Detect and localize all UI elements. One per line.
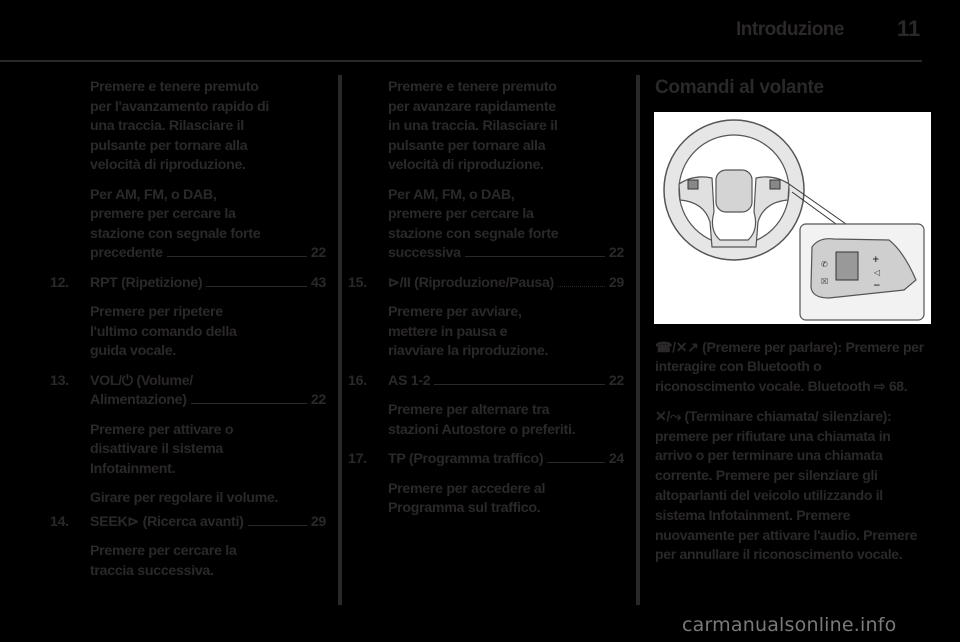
svg-text:✆: ✆ bbox=[821, 259, 828, 269]
text-line: Premere per cercare la bbox=[90, 543, 237, 559]
leader-line bbox=[434, 372, 604, 385]
text-line: per l'avanzamento rapido di bbox=[90, 98, 269, 115]
page-header-title: Introduzione bbox=[736, 19, 844, 40]
page-link[interactable]: 22 bbox=[310, 392, 326, 408]
text-line: l'ultimo comando della bbox=[90, 323, 237, 340]
page-link[interactable]: 22 bbox=[608, 372, 624, 389]
leader-line bbox=[191, 391, 307, 404]
item-13-description-2: Girare per regolare il volume. bbox=[90, 490, 279, 506]
svg-text:◁: ◁ bbox=[874, 267, 880, 277]
text-line: Premere per ripetere bbox=[90, 304, 223, 320]
text-line: una traccia. Rilasciare il bbox=[90, 118, 244, 134]
middle-column bbox=[348, 78, 624, 529]
item-14-description bbox=[50, 542, 326, 581]
item-number: 12. bbox=[50, 274, 69, 291]
item-label: SEEK⊳ (Ricerca avanti) bbox=[90, 513, 244, 530]
text-line: successiva bbox=[388, 245, 461, 261]
svg-text:+: + bbox=[872, 254, 880, 265]
item-label: RPT (Ripetizione) bbox=[90, 274, 203, 291]
item-16 bbox=[348, 372, 624, 392]
page-link[interactable]: 29 bbox=[608, 274, 624, 291]
leader-line bbox=[547, 450, 605, 463]
column-divider-1 bbox=[338, 75, 342, 605]
page-link[interactable]: 43 bbox=[310, 274, 326, 291]
item-13-description bbox=[50, 421, 326, 480]
item-13-line1 bbox=[50, 372, 326, 392]
push-to-talk-description: ☎/✕↗ (Premere per parlare): Premere per interagire con Bluetooth o riconoscimento vocale. Bluetooth ⇨ 68. bbox=[655, 338, 924, 395]
text-line: pulsante per tornare alla bbox=[388, 137, 546, 154]
left-para-1 bbox=[50, 78, 326, 176]
page-link[interactable]: 22 bbox=[608, 245, 624, 261]
item-12-description bbox=[50, 303, 326, 362]
item-15-description bbox=[348, 303, 624, 362]
leader-line bbox=[465, 244, 605, 257]
right-column bbox=[655, 78, 925, 565]
item-13-line2 bbox=[50, 391, 326, 411]
text-line: Premere per alternare tra bbox=[388, 402, 550, 418]
text-line: premere per cercare la bbox=[90, 206, 236, 222]
text-line: velocità di riproduzione. bbox=[388, 157, 544, 173]
left-column bbox=[50, 78, 326, 591]
item-16-description bbox=[348, 401, 624, 440]
text-line: Premere e tenere premuto bbox=[388, 79, 557, 95]
item-14 bbox=[50, 513, 326, 533]
item-12 bbox=[50, 274, 326, 294]
svg-text:☒: ☒ bbox=[821, 276, 828, 286]
left-para-2 bbox=[50, 186, 326, 264]
middle-para-1 bbox=[348, 78, 624, 176]
text-line: Premere e tenere premuto bbox=[90, 79, 259, 95]
item-number: 14. bbox=[50, 513, 69, 530]
watermark: carmanualsonline.info bbox=[682, 614, 897, 636]
item-17-description bbox=[348, 480, 624, 519]
text-line: premere per cercare la bbox=[388, 206, 534, 222]
page-link[interactable]: 29 bbox=[310, 513, 326, 530]
svg-text:−: − bbox=[873, 280, 881, 291]
text-line: stazione con segnale forte bbox=[90, 225, 261, 242]
leader-line bbox=[248, 513, 307, 526]
text-line: riavviare la riproduzione. bbox=[388, 343, 549, 359]
item-15 bbox=[348, 274, 624, 294]
text-line: mettere in pausa e bbox=[388, 323, 508, 340]
item-label: Alimentazione) bbox=[90, 392, 187, 408]
text-line: Per AM, FM, o DAB, bbox=[388, 186, 515, 203]
steering-wheel-illustration bbox=[654, 112, 931, 324]
text-line: traccia successiva. bbox=[90, 562, 214, 579]
text-line: pulsante per tornare alla bbox=[90, 137, 248, 154]
text-line: Premere per avviare, bbox=[388, 304, 522, 320]
page-ref-line bbox=[388, 244, 624, 264]
item-label: VOL/⏻ (Volume/ bbox=[90, 372, 193, 389]
leader-line bbox=[558, 274, 605, 287]
section-title: Comandi al volante bbox=[655, 77, 824, 98]
text-line: Programma sul traffico. bbox=[388, 500, 541, 516]
text-line: Premere per accedere al bbox=[388, 480, 546, 497]
leader-line bbox=[167, 244, 307, 257]
header-rule bbox=[0, 60, 922, 62]
text-line: Per AM, FM, o DAB, bbox=[90, 186, 217, 203]
item-number: 13. bbox=[50, 372, 69, 389]
page-link[interactable]: 24 bbox=[608, 451, 624, 467]
item-17 bbox=[348, 450, 624, 470]
item-label: ⊳/II (Riproduzione/Pausa) bbox=[388, 274, 554, 291]
text-line: Infotainment. bbox=[90, 460, 176, 477]
item-label: TP (Programma traffico) bbox=[388, 451, 544, 467]
item-label: AS 1-2 bbox=[388, 372, 431, 389]
item-13 bbox=[50, 372, 326, 411]
item-number: 16. bbox=[348, 372, 367, 389]
column-divider-2 bbox=[636, 75, 640, 605]
text-line: Premere per attivare o bbox=[90, 421, 234, 438]
leader-line bbox=[206, 274, 306, 287]
page-number: 11 bbox=[897, 16, 921, 41]
text-line: velocità di riproduzione. bbox=[90, 157, 246, 173]
page-ref-line bbox=[90, 244, 326, 264]
end-call-mute-description: ✕/⤳ (Terminare chiamata/ silenziare): premere per rifiutare una chiamata in arrivo o per terminare una chiamata corrente. Premere per silenziare gli altoparlanti del veicolo utilizzando il sistema Infotainment. Premere nuovamente per attivare l'audio. Premere per annullare il riconoscimento vocale. bbox=[655, 407, 918, 563]
text-line: stazione con segnale forte bbox=[388, 225, 559, 242]
text-line: in una traccia. Rilasciare il bbox=[388, 118, 558, 134]
text-line: per avanzare rapidamente bbox=[388, 98, 556, 115]
text-line: disattivare il sistema bbox=[90, 441, 223, 457]
item-number: 17. bbox=[348, 451, 367, 467]
text-line: stazioni Autostore o preferiti. bbox=[388, 421, 576, 438]
text-line: precedente bbox=[90, 245, 163, 261]
page-link[interactable]: 22 bbox=[310, 245, 326, 261]
text-line: guida vocale. bbox=[90, 343, 176, 359]
item-number: 15. bbox=[348, 274, 367, 291]
middle-para-2 bbox=[348, 186, 624, 264]
steering-wheel-figure bbox=[654, 112, 931, 324]
